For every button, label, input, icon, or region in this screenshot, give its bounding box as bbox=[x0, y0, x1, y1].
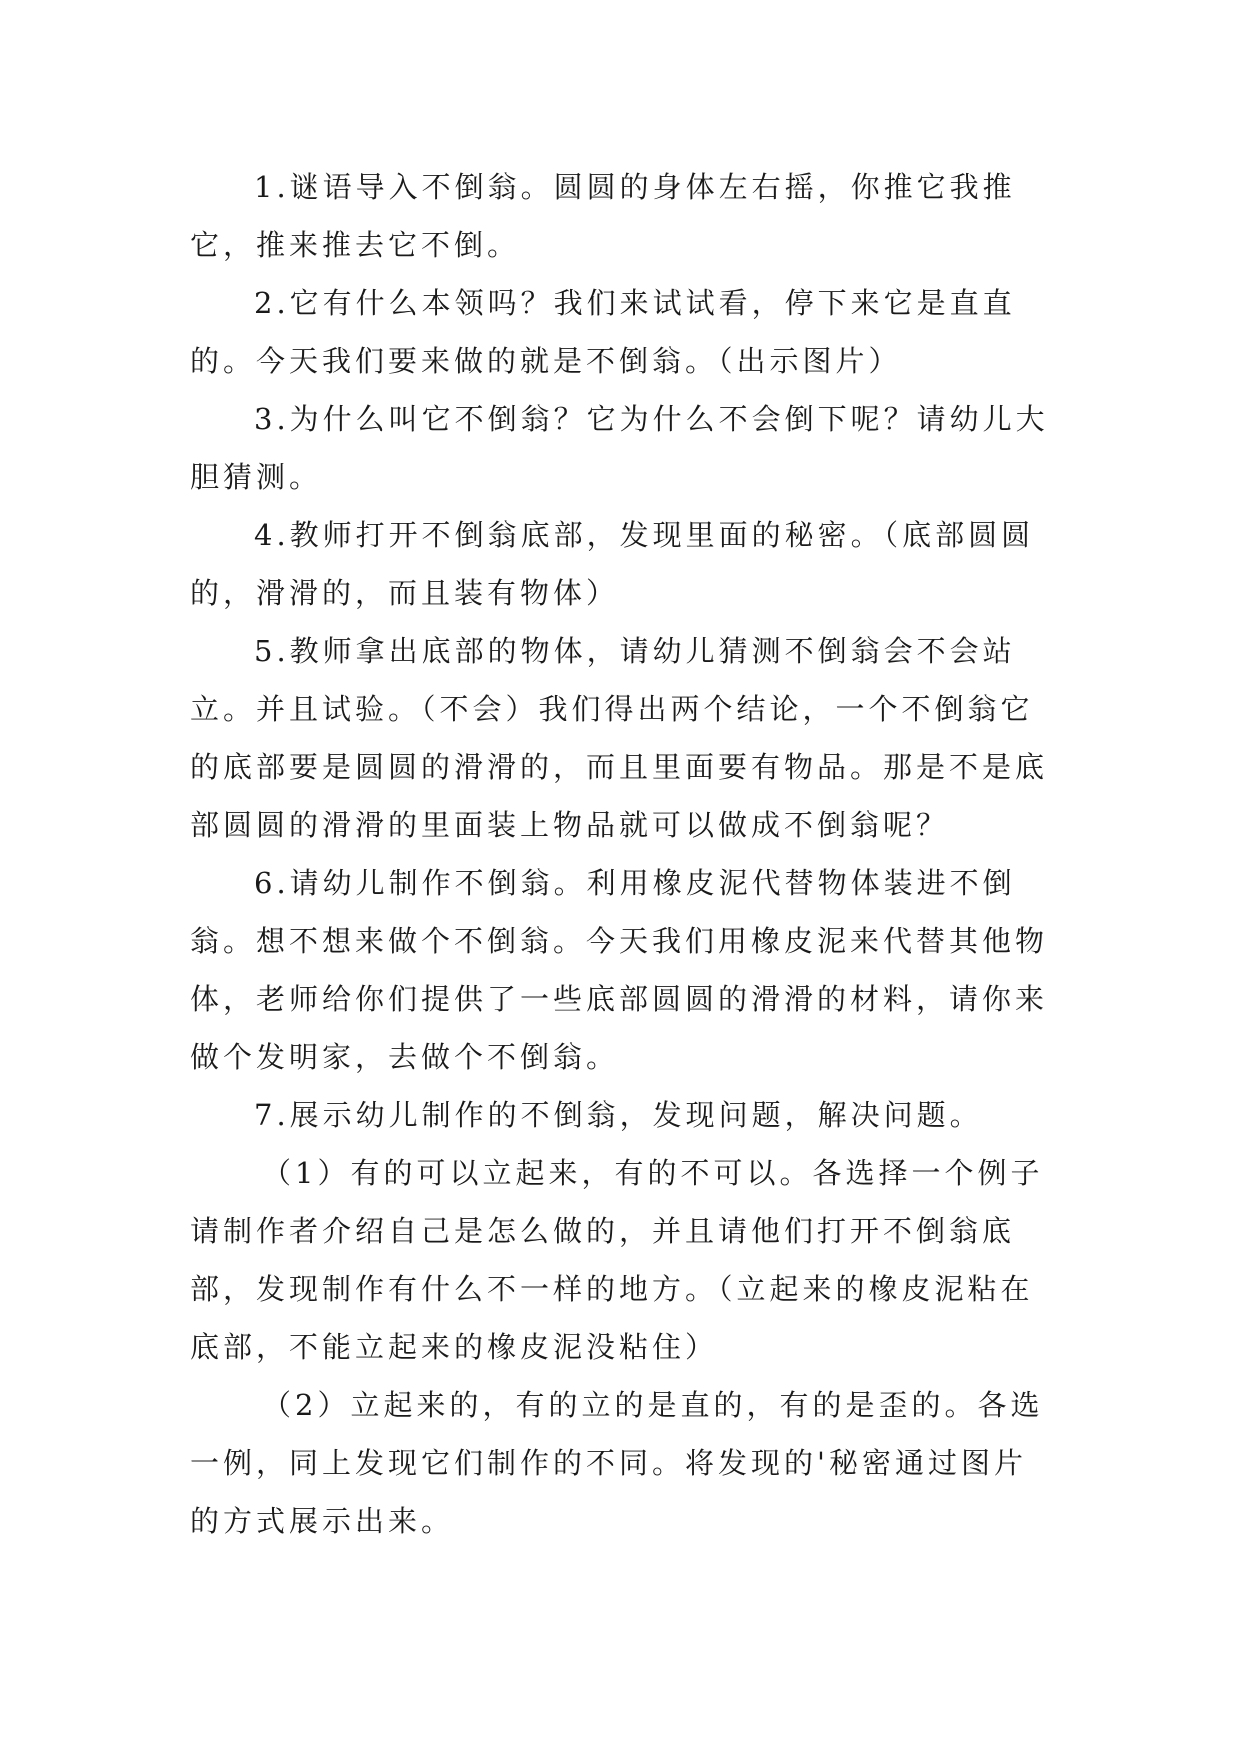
document-body bbox=[190, 158, 1050, 1550]
paragraph-2: 2.它有什么本领吗？我们来试试看，停下来它是直直的。今天我们要来做的就是不倒翁。（出示图片） bbox=[190, 286, 1016, 378]
paragraph-3: 3.为什么叫它不倒翁？它为什么不会倒下呢？请幼儿大胆猜测。 bbox=[190, 402, 1049, 494]
paragraph-4: 4.教师打开不倒翁底部，发现里面的秘密。（底部圆圆的，滑滑的，而且装有物体） bbox=[190, 518, 1035, 610]
paragraph-1: 1.谜语导入不倒翁。圆圆的身体左右摇，你推它我推它，推来推去它不倒。 bbox=[190, 170, 1016, 262]
paragraph-5: 5.教师拿出底部的物体，请幼儿猜测不倒翁会不会站立。并且试验。（不会）我们得出两个结论，一个不倒翁它的底部要是圆圆的滑滑的，而且里面要有物品。那是不是底部圆圆的滑滑的里面装上物品就可以做成不倒翁呢？ bbox=[190, 634, 1049, 842]
paragraph-7: 7.展示幼儿制作的不倒翁，发现问题，解决问题。 bbox=[254, 1098, 983, 1132]
paragraph-6: 6.请幼儿制作不倒翁。利用橡皮泥代替物体装进不倒翁。想不想来做个不倒翁。今天我们用橡皮泥来代替其他物体，老师给你们提供了一些底部圆圆的滑滑的材料，请你来做个发明家，去做个不倒翁。 bbox=[190, 866, 1049, 1074]
paragraph-7-sub-1: （1）有的可以立起来，有的不可以。各选择一个例子请制作者介绍自己是怎么做的，并且请他们打开不倒翁底部，发现制作有什么不一样的地方。（立起来的橡皮泥粘在底部，不能立起来的橡皮泥没粘住） bbox=[190, 1156, 1044, 1364]
paragraph-7-sub-2: （2）立起来的，有的立的是直的，有的是歪的。各选一例，同上发现它们制作的不同。将发现的'秘密通过图片的方式展示出来。 bbox=[190, 1388, 1044, 1538]
